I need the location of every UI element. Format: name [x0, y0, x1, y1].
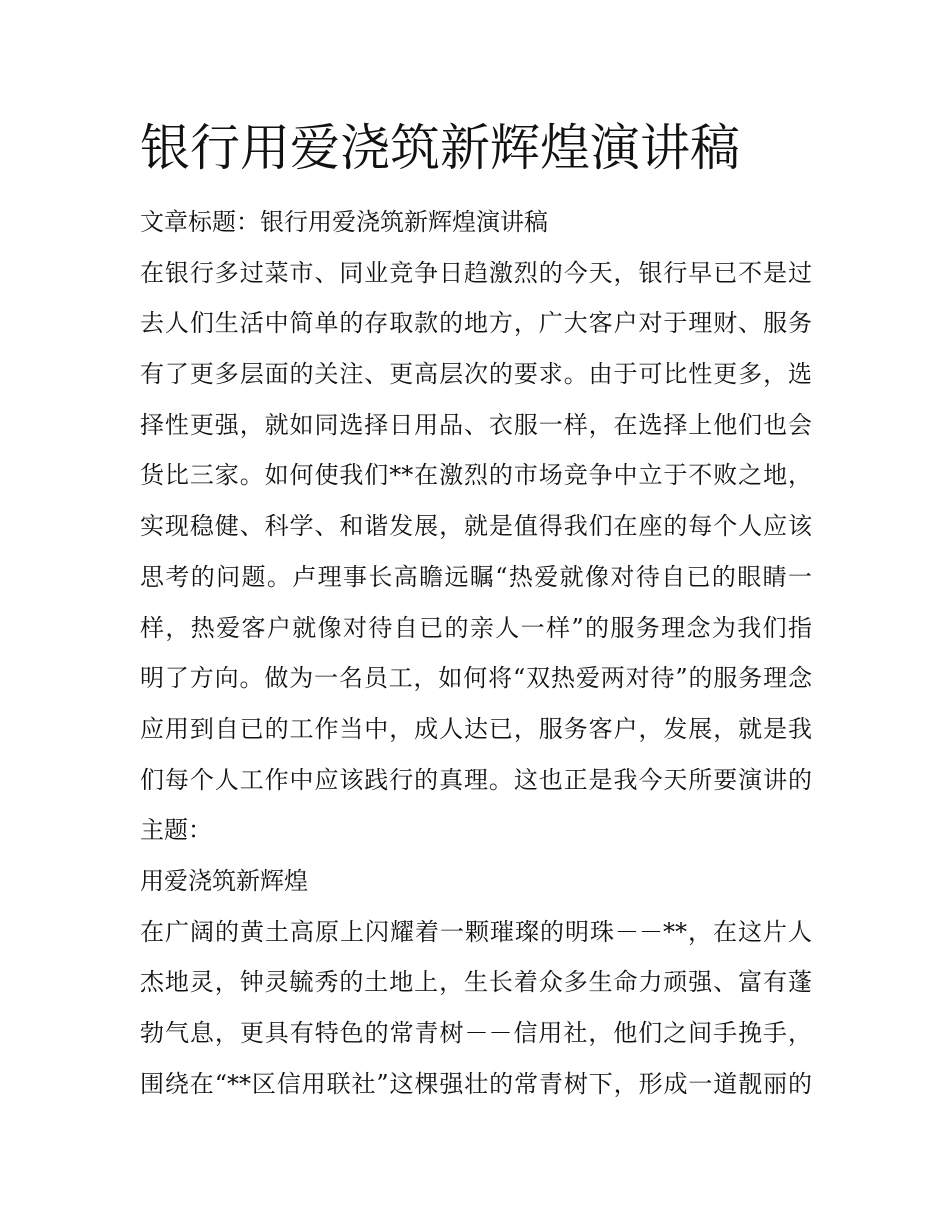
- paragraph-line: 在广阔的黄土高原上闪耀着一颗璀璨的明珠－－**，在这片人: [140, 917, 812, 946]
- paragraph-line: 择性更强，就如同选择日用品、衣服一样，在选择上他们也会: [140, 410, 812, 439]
- paragraph-line: 在银行多过菜市、同业竞争日趋激烈的今天，银行早已不是过: [140, 258, 812, 287]
- paragraph-line: 思考的问题。卢理事长高瞻远瞩“热爱就像对待自已的眼睛一: [140, 562, 812, 591]
- paragraph-line: 们每个人工作中应该践行的真理。这也正是我今天所要演讲的: [140, 765, 812, 794]
- paragraph-line: 有了更多层面的关注、更高层次的要求。由于可比性更多，选: [140, 360, 812, 389]
- paragraph-line: 样，热爱客户就像对待自已的亲人一样”的服务理念为我们指: [140, 613, 812, 642]
- paragraph-line: 勃气息，更具有特色的常青树－－信用社，他们之间手挽手，: [140, 1019, 812, 1047]
- section-heading: 用爱浇筑新辉煌: [140, 866, 308, 895]
- article-title-line: 文章标题：银行用爱浇筑新辉煌演讲稿: [140, 208, 548, 236]
- paragraph-line: 围绕在“**区信用联社”这棵强壮的常青树下，形成一道靓丽的: [140, 1069, 812, 1098]
- paragraph-line: 明了方向。做为一名员工，如何将“双热爱两对待”的服务理念: [140, 664, 812, 693]
- paragraph-line: 应用到自已的工作当中，成人达已，服务客户，发展，就是我: [140, 714, 812, 743]
- paragraph-line-last: 主题：: [140, 816, 212, 845]
- paragraph-line: 杰地灵，钟灵毓秀的土地上，生长着众多生命力顽强、富有蓬: [140, 968, 812, 997]
- paragraph-line: 实现稳健、科学、和谐发展，就是值得我们在座的每个人应该: [140, 512, 812, 541]
- paragraph-line: 去人们生活中简单的存取款的地方，广大客户对于理财、服务: [140, 309, 812, 338]
- document-title: 银行用爱浇筑新辉煌演讲稿: [140, 119, 740, 177]
- paragraph-line: 货比三家。如何使我们**在激烈的市场竞争中立于不败之地，: [140, 461, 812, 490]
- document-body: [140, 197, 812, 1109]
